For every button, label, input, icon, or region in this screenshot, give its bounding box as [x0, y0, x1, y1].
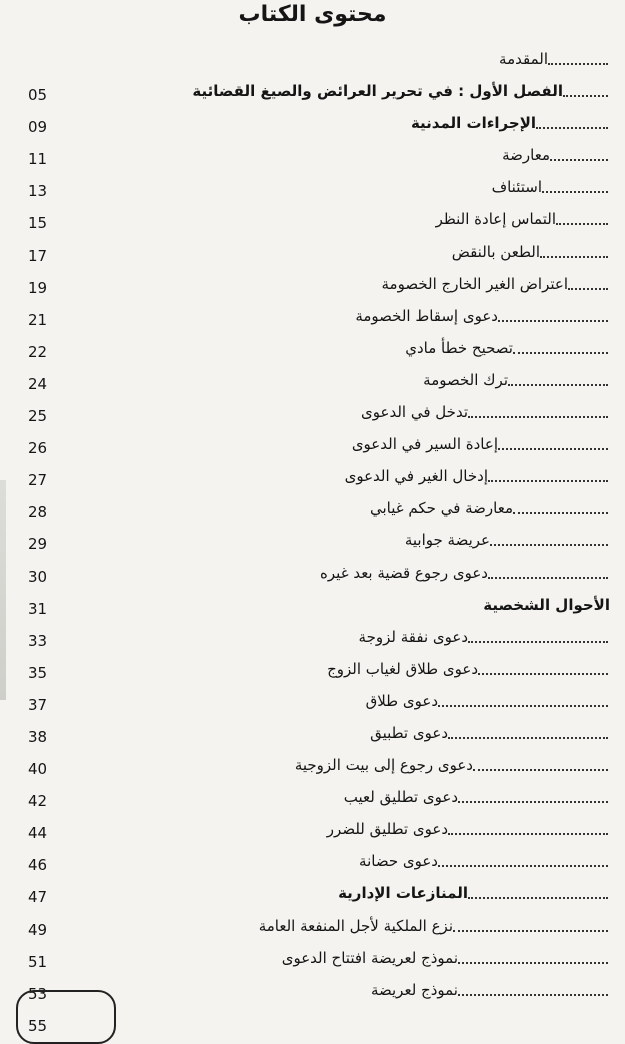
toc-page-number: 27 — [28, 471, 48, 490]
toc-entry — [0, 652, 625, 684]
toc-entry-label: المنازعات الإدارية — [338, 884, 468, 903]
toc-page-number: 26 — [28, 439, 48, 458]
toc-line — [352, 427, 610, 459]
toc-page-number: 09 — [28, 118, 48, 137]
toc-entry — [0, 780, 625, 812]
dotted-leader — [453, 930, 608, 932]
toc-entry-label: إدخال الغير في الدعوى — [344, 467, 488, 486]
toc-page-number: 21 — [28, 310, 48, 329]
toc-line — [382, 267, 610, 299]
dotted-leader — [556, 223, 608, 225]
dotted-leader — [458, 962, 608, 964]
toc-page-number: 40 — [28, 760, 48, 779]
toc-entry — [0, 170, 625, 202]
toc-line — [359, 620, 610, 652]
toc-entry-label: التماس إعادة النظر — [435, 210, 556, 229]
toc-entry-label: نموذج لعريضة افتتاح الدعوى — [281, 948, 458, 967]
toc-entry-label: تدخل في الدعوى — [361, 403, 468, 422]
toc-page-number: 47 — [28, 888, 48, 907]
dotted-leader — [468, 641, 608, 643]
dotted-leader — [542, 191, 608, 193]
toc-entry — [0, 267, 625, 299]
dotted-leader — [513, 352, 608, 354]
toc-line — [345, 459, 610, 491]
toc-entry-label: نزع الملكية لأجل المنفعة العامة — [258, 916, 453, 935]
toc-entry-label: دعوى تطبيق — [370, 723, 448, 742]
toc-page-number: 49 — [28, 920, 48, 939]
toc-entry-label: الإجراءات المدنية — [410, 114, 536, 133]
toc-page-number: 05 — [28, 86, 48, 105]
toc-line — [411, 106, 610, 138]
toc-line — [282, 941, 610, 973]
toc-entry-label: المقدمة — [499, 50, 548, 68]
toc-entry-label: دعوى طلاق لغياب الزوج — [327, 659, 478, 678]
toc-entry — [0, 716, 625, 748]
toc-entry — [0, 588, 625, 620]
toc-page-number: 31 — [28, 599, 48, 618]
dotted-leader — [438, 705, 608, 707]
toc-line — [370, 716, 610, 748]
toc-entry-label: دعوى رجوع قضية بعد غيره — [320, 563, 488, 582]
dotted-leader — [508, 384, 608, 386]
toc-page-number: 28 — [28, 503, 48, 522]
toc-line — [499, 42, 610, 74]
toc-page-number: 51 — [28, 952, 48, 971]
toc-entry — [0, 909, 625, 941]
dotted-leader — [438, 865, 608, 867]
toc-line — [483, 588, 610, 620]
toc-entry-label: الطعن بالنقض — [451, 242, 540, 261]
dotted-leader — [488, 577, 608, 579]
toc-line — [295, 748, 610, 780]
toc-line — [423, 363, 610, 395]
toc-entry-label: نموذج لعريضة — [370, 980, 458, 999]
dotted-leader — [513, 512, 608, 514]
dotted-leader — [448, 833, 608, 835]
toc-line — [370, 491, 610, 523]
dotted-leader — [490, 544, 608, 546]
page-corner-tab — [16, 990, 116, 1044]
toc-entry-label: معارضة في حكم غيابي — [370, 499, 513, 518]
page-title: محتوى الكتاب — [238, 2, 387, 27]
toc-entry-label: ترك الخصومة — [423, 370, 508, 389]
toc-entry — [0, 620, 625, 652]
toc-page-number: 46 — [28, 856, 48, 875]
dotted-leader — [468, 897, 608, 899]
dotted-leader — [498, 448, 608, 450]
toc-entry — [0, 299, 625, 331]
toc-line — [452, 235, 610, 267]
toc-line — [359, 844, 610, 876]
dotted-leader — [563, 95, 608, 97]
toc-entry-label: الأحوال الشخصية — [483, 595, 610, 614]
toc-entry-label: دعوى طلاق — [365, 691, 438, 710]
toc-line — [338, 876, 610, 908]
dotted-leader — [468, 416, 608, 418]
toc-page-number: 37 — [28, 695, 48, 714]
toc-page-number: 44 — [28, 824, 48, 843]
dotted-leader — [550, 159, 608, 161]
toc-page-number: 11 — [28, 150, 48, 169]
toc-entry — [0, 74, 625, 106]
toc-entry — [0, 235, 625, 267]
toc-page-number: 29 — [28, 535, 48, 554]
toc-page-number: 17 — [28, 246, 48, 265]
toc-page-number: 13 — [28, 182, 48, 201]
toc-line — [344, 780, 610, 812]
dotted-leader — [448, 737, 608, 739]
table-of-contents — [0, 42, 625, 1037]
toc-entry — [0, 523, 625, 555]
toc-line — [492, 170, 610, 202]
toc-entry — [0, 844, 625, 876]
toc-entry-label: عريضة جوابية — [404, 531, 490, 550]
toc-page-number: 35 — [28, 663, 48, 682]
toc-line — [502, 138, 610, 170]
toc-entry-label: إعادة السير في الدعوى — [351, 435, 498, 454]
toc-entry — [0, 812, 625, 844]
toc-entry — [0, 138, 625, 170]
toc-line — [366, 684, 610, 716]
toc-entry — [0, 491, 625, 523]
toc-line — [192, 74, 610, 106]
toc-entry-label: دعوى تطليق لعيب — [343, 788, 458, 807]
toc-entry — [0, 106, 625, 138]
toc-entry — [0, 427, 625, 459]
dotted-leader — [548, 63, 608, 65]
toc-page-number: 55 — [28, 1016, 48, 1035]
toc-entry-label: استئناف — [491, 178, 542, 197]
toc-page-number: 19 — [28, 278, 48, 297]
toc-entry — [0, 363, 625, 395]
toc-entry — [0, 395, 625, 427]
toc-entry — [0, 202, 625, 234]
dotted-leader — [488, 480, 608, 482]
toc-entry-label: دعوى نفقة لزوجة — [358, 627, 468, 646]
toc-line — [405, 331, 610, 363]
dotted-leader — [478, 673, 608, 675]
toc-entry-label: دعوى حضانة — [359, 852, 438, 871]
toc-page-number: 15 — [28, 214, 48, 233]
toc-entry — [0, 556, 625, 588]
toc-line — [436, 202, 610, 234]
toc-line — [327, 812, 610, 844]
toc-page-number: 24 — [28, 374, 48, 393]
dotted-leader — [498, 320, 608, 322]
toc-page-number: 53 — [28, 984, 48, 1003]
toc-entry — [0, 876, 625, 908]
dotted-leader — [540, 256, 608, 258]
toc-entry-label: تصحيح خطأ مادي — [405, 338, 513, 357]
toc-line — [361, 395, 610, 427]
toc-page-number: 33 — [28, 631, 48, 650]
toc-page-number: 22 — [28, 342, 48, 361]
dotted-leader — [536, 127, 608, 129]
toc-page-number: 25 — [28, 407, 48, 426]
toc-entry-label: معارضة — [502, 146, 550, 165]
toc-line — [355, 299, 610, 331]
toc-line — [320, 556, 610, 588]
toc-entry — [0, 42, 625, 74]
dotted-leader — [473, 769, 608, 771]
toc-entry — [0, 331, 625, 363]
toc-entry-label: دعوى إسقاط الخصومة — [355, 306, 498, 325]
toc-entry-label: دعوى تطليق للضرر — [326, 820, 448, 839]
toc-entry — [0, 459, 625, 491]
toc-entry — [0, 941, 625, 973]
toc-page-number: 42 — [28, 792, 48, 811]
toc-page-number: 30 — [28, 567, 48, 586]
toc-entry-label: الفصل الأول : في تحرير العرائض والصيغ القضائية — [192, 82, 563, 101]
dotted-leader — [458, 994, 608, 996]
toc-page-number: 38 — [28, 727, 48, 746]
dotted-leader — [458, 801, 608, 803]
toc-entry-label: دعوى رجوع إلى بيت الزوجية — [294, 756, 473, 775]
toc-line — [405, 523, 610, 555]
toc-line — [259, 909, 610, 941]
toc-line — [327, 652, 610, 684]
toc-line — [371, 973, 610, 1005]
dotted-leader — [568, 288, 608, 290]
toc-entry — [0, 684, 625, 716]
toc-entry — [0, 748, 625, 780]
toc-entry-label: اعتراض الغير الخارج الخصومة — [381, 274, 568, 293]
